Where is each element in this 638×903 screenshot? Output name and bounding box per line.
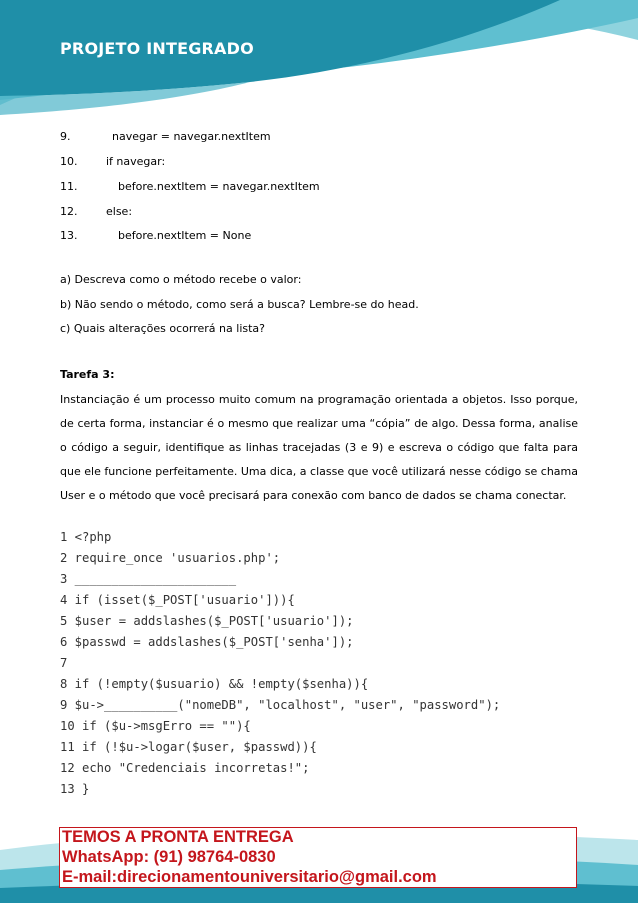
line-number: 9. bbox=[60, 130, 71, 143]
task-title: Tarefa 3: bbox=[60, 368, 115, 381]
php-code-line: 11 if (!$u->logar($user, $passwd)){ bbox=[60, 740, 317, 754]
header-title: PROJETO INTEGRADO bbox=[60, 39, 254, 58]
line-text: else: bbox=[106, 205, 133, 218]
php-code-line: 3 ______________________ bbox=[60, 572, 237, 586]
php-code-line: 10 if ($u->msgErro == ""){ bbox=[60, 719, 251, 733]
php-code-line: 8 if (!empty($usuario) && !empty($senha)){ bbox=[60, 677, 369, 691]
php-code-line: 1 <?php bbox=[60, 530, 112, 544]
line-number: 13. bbox=[60, 229, 78, 242]
promo-headline: TEMOS A PRONTA ENTREGA bbox=[62, 828, 294, 846]
question-c: c) Quais alterações ocorrerá na lista? bbox=[60, 322, 265, 335]
line-number: 12. bbox=[60, 205, 78, 218]
question-a: a) Descreva como o método recebe o valor: bbox=[60, 273, 302, 286]
promo-box bbox=[59, 827, 577, 888]
line-text: before.nextItem = None bbox=[118, 229, 252, 242]
promo-email: E-mail:direcionamentouniversitario@gmail.com bbox=[62, 868, 437, 886]
line-text: navegar = navegar.nextItem bbox=[112, 130, 271, 143]
php-code-line: 13 } bbox=[60, 782, 90, 796]
line-number: 10. bbox=[60, 155, 78, 168]
php-code-line: 6 $passwd = addslashes($_POST['senha']); bbox=[60, 635, 354, 649]
task-paragraph: Instanciação é um processo muito comum na programação orientada a objetos. Isso porque, de certa forma, instanciar é o mesmo que realizar uma “cópia” de algo. Dessa forma, analise o código a seguir, identifique as linhas tracejadas (3 e 9) e escreva o código que falta para que ele funcione perfeitamente. Uma dica, a classe que você utilizará nesse código se chama User e o método que você precisará para conexão com banco de dados se chama conectar. bbox=[60, 393, 578, 502]
header-wave-graphic bbox=[0, 0, 638, 120]
php-code-line: 4 if (isset($_POST['usuario'])){ bbox=[60, 593, 295, 607]
line-number: 11. bbox=[60, 180, 78, 193]
php-code-line: 7 bbox=[60, 656, 68, 670]
php-code-line: 2 require_once 'usuarios.php'; bbox=[60, 551, 281, 565]
page-header bbox=[0, 0, 638, 120]
question-b: b) Não sendo o método, como será a busca? Lembre-se do head. bbox=[60, 298, 419, 311]
line-text: before.nextItem = navegar.nextItem bbox=[118, 180, 320, 193]
line-text: if navegar: bbox=[106, 155, 166, 168]
php-code-line: 9 $u->__________("nomeDB", "localhost", "user", "password"); bbox=[60, 698, 501, 712]
php-code-line: 5 $user = addslashes($_POST['usuario']); bbox=[60, 614, 354, 628]
promo-whatsapp: WhatsApp: (91) 98764-0830 bbox=[62, 848, 276, 866]
php-code-line: 12 echo "Credenciais incorretas!"; bbox=[60, 761, 310, 775]
